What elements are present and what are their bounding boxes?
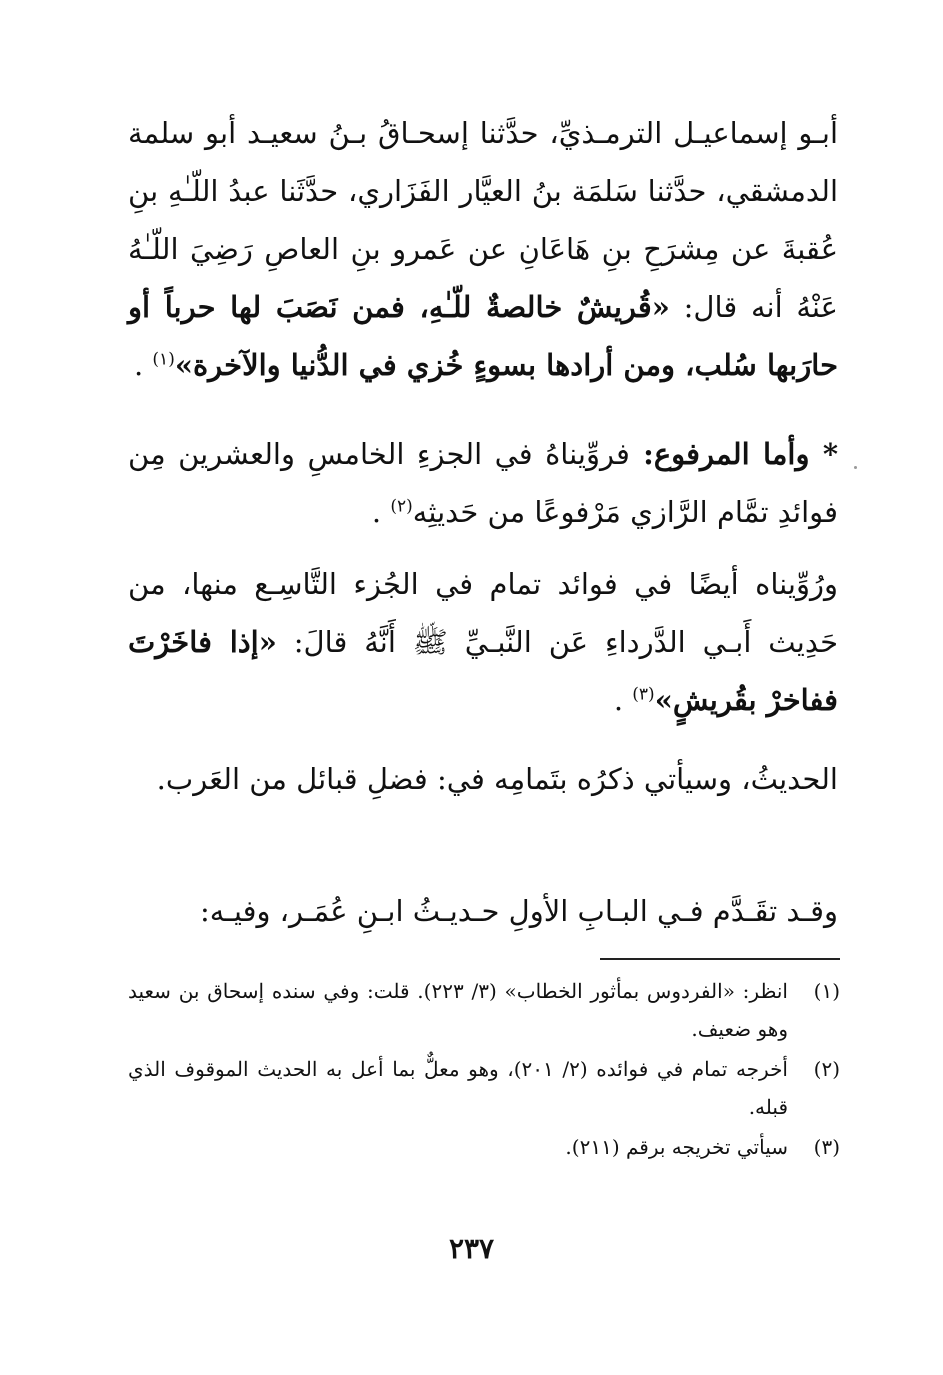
footnote-number: (٢) bbox=[813, 1057, 840, 1081]
footnote-marker-1: (١) bbox=[152, 349, 175, 370]
footnote-3 bbox=[128, 1128, 840, 1166]
footnote-marker-3: (٣) bbox=[632, 684, 655, 705]
paragraph-text: ورُوِّيناه أيضًا في فوائد تمام في الجُزء التَّاسِـع منها، من حَدِيث أَبـي الدَّرداءِ عَن النَّبـيِّ ﷺ أَنَّهُ قالَ: bbox=[128, 567, 839, 659]
footnote-number: (١) bbox=[813, 979, 840, 1003]
footnote-1 bbox=[128, 972, 840, 1048]
margin-dot bbox=[854, 466, 857, 469]
footnote-number: (٣) bbox=[813, 1135, 840, 1159]
sentence-end: . bbox=[613, 683, 633, 717]
paragraph-hadith-quraysh bbox=[128, 104, 838, 394]
hadith-quote: «قُريشٌ خالصةٌ للّـٰهِ، فمن نَصَبَ لها حرباً أو حارَبها سُلب، ومن أرادها بسوءٍ خُزي في الدُّنيا والآخرة» bbox=[128, 290, 838, 382]
asterisk-icon: * bbox=[822, 437, 838, 471]
footnote-marker-2: (٢) bbox=[390, 496, 413, 517]
footnote-divider bbox=[600, 958, 840, 960]
page-number: ٢٣٧ bbox=[448, 1232, 495, 1265]
sentence-end: . bbox=[133, 348, 153, 382]
section-heading-marfu: وأما المرفوع: bbox=[629, 437, 823, 471]
footnotes bbox=[128, 972, 840, 1168]
paragraph-text: أبـو إسماعيـل الترمـذيِّ، حدَّثنا إسحـاقُ بـنُ سعيـد أبو سلمة الدمشقي، حدَّثنا سَلمَة بنُ العيَّار الفَزَاري، حدَّثَنا عبدُ اللّـٰهِ بنِ عُقبةَ عن مِشرَحِ بنِ هَاعَانِ عن عَمرو بنِ العاصِ رَضِيَ اللّـٰهُ عَنْهُ أنه قال: bbox=[128, 116, 838, 324]
sentence-end: . bbox=[371, 495, 391, 529]
footnote-text: أخرجه تمام في فوائده (٢/ ٢٠١)، وهو معلٌّ بما أعل به الحديث الموقوف الذي قبله. bbox=[128, 1057, 788, 1119]
hadith-quote: «إذا فاخَرْتَ ففاخرْ بقُريشٍ» bbox=[128, 625, 838, 717]
paragraph-text: فروِّيناهُ في الجزءِ الخامسِ والعشرين مِن فوائدِ تمَّام الرَّازي مَرْفوعًا من حَديثِه bbox=[128, 437, 838, 529]
footnote-text: انظر: «الفردوس بمأثور الخطاب» (٣/ ٢٢٣). قلت: وفي سنده إسحاق بن سعيد وهو ضعيف. bbox=[128, 979, 788, 1041]
paragraph-reference: الحديثُ، وسيأتي ذكرُه بتَمامِه في: فضلِ قبائل من العَرب. bbox=[156, 762, 838, 796]
footnote-text: سيأتي تخريجه برقم (٢١١). bbox=[565, 1135, 788, 1159]
paragraph-abu-darda bbox=[128, 555, 838, 729]
paragraph-ibn-umar: وقـد تقَـدَّم فـي البـابِ الأولِ حـديـثُ ابـنِ عُمَـر، وفيـه: bbox=[200, 894, 838, 928]
paragraph-marfu bbox=[128, 425, 838, 541]
footnote-2 bbox=[128, 1050, 840, 1126]
